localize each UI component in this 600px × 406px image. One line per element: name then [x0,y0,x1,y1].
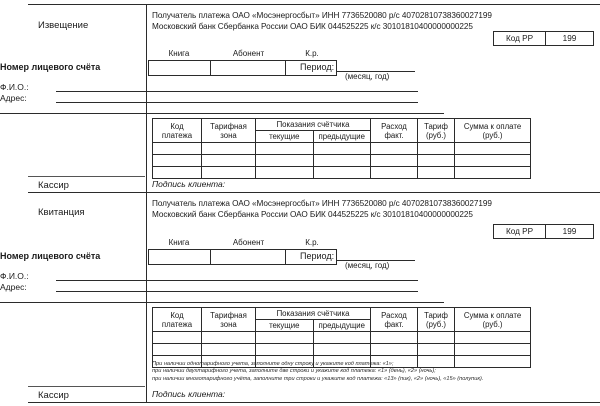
stub-label-receipt: Квитанция [38,207,85,218]
fineprint-line-2: при наличии двухтарифного учета, заполните две строки и укажите код платежа: «1» (день), «2» (ночь); [152,368,436,375]
cell-zone[interactable] [202,155,256,167]
cell-zone[interactable] [202,143,256,155]
cell-zone[interactable] [202,332,256,344]
account-col-abonent-label: Абонент [232,238,265,247]
client-signature-notice: Подпись клиента: [152,179,226,189]
payment-table-notice [152,118,531,179]
cell-usage[interactable] [371,332,418,344]
th-tariff: Тариф (руб.) [418,119,455,143]
table-row[interactable] [153,143,531,155]
period-hint: (месяц, год) [345,72,390,81]
cell-previous[interactable] [313,344,371,356]
cell-code[interactable] [153,332,202,344]
th-code: Код платежа [153,308,202,332]
th-meter-previous: предыдущие [313,131,371,143]
stub-label-cashier-2: Кассир [38,390,69,401]
account-input-kniga[interactable] [149,250,211,264]
account-caption: Номер лицевого счёта [0,251,101,261]
fineprint-line-3: при наличии многотарифного учёта, заполните три строки и укажите код платежа: «13» (пик), «2» (ночь), «15» (полупик). [152,375,484,382]
stub-label-notice: Извещение [38,20,89,31]
account-row-notice [0,49,444,81]
table-row[interactable] [153,344,531,356]
th-total: Сумма к оплате (руб.) [455,119,531,143]
cell-total[interactable] [455,344,531,356]
cell-usage[interactable] [371,155,418,167]
kod-rr-label: Код РР [494,225,546,238]
cell-total[interactable] [455,155,531,167]
account-col-kniga-label: Книга [168,238,190,247]
account-col-kr-label: К.р. [305,238,319,247]
kod-rr-label: Код РР [494,32,546,45]
table-row[interactable] [153,155,531,167]
bank-line-1: Получатель платежа ОАО «Мосэнергосбыт» ИНН 7736520080 р/с 40702810738360027199 [152,11,492,20]
cell-usage[interactable] [371,344,418,356]
period-field-notice [300,61,415,72]
table-row[interactable] [153,167,531,179]
cell-tariff[interactable] [418,332,455,344]
cell-current[interactable] [256,143,314,155]
account-input-abonent[interactable] [211,61,286,75]
cashier-rule-1 [28,176,145,177]
cell-tariff[interactable] [418,143,455,155]
account-caption: Номер лицевого счёта [0,62,101,72]
payment-table-receipt [152,307,531,368]
section-divider-rule [28,192,600,193]
th-meter-current: текущие [256,320,314,332]
account-col-kniga-label: Книга [168,49,190,58]
period-hint: (месяц, год) [345,261,390,270]
period-label: Период: [300,62,335,72]
cell-code[interactable] [153,344,202,356]
account-input-kniga[interactable] [149,61,211,75]
cell-current[interactable] [256,344,314,356]
period-input[interactable] [337,61,415,72]
bottom-rule [28,402,600,403]
th-usage: Расход факт. [371,308,418,332]
cashier-rule-2 [28,386,145,387]
bank-line-1: Получатель платежа ОАО «Мосэнергосбыт» ИНН 7736520080 р/с 40702810738360027199 [152,199,492,208]
receipt-bank-details [152,198,596,220]
th-tariff: Тариф (руб.) [418,308,455,332]
period-input[interactable] [337,250,415,261]
address-input-line-2[interactable] [0,113,444,114]
cell-code[interactable] [153,143,202,155]
kod-rr-box-notice [493,31,594,46]
th-meter-group: Показания счётчика [256,119,371,131]
stub-label-cashier-1: Кассир [38,180,69,191]
cell-usage[interactable] [371,167,418,179]
cell-tariff[interactable] [418,167,455,179]
account-row-receipt [0,238,444,270]
th-zone: Тарифная зона [202,119,256,143]
fineprint-line-1: При наличии однотарифного учета, заполните одну строку и укажите код платежа: «1»; [152,361,394,367]
cell-usage[interactable] [371,143,418,155]
fineprint-block [152,361,592,383]
cell-previous[interactable] [313,167,371,179]
cell-zone[interactable] [202,167,256,179]
cell-total[interactable] [455,332,531,344]
bank-line-2: Московский банк Сбербанка России ОАО БИК 044525225 к/с 30101810400000000225 [152,22,473,31]
fio-label: Ф.И.О.: [0,271,29,281]
th-meter-group: Показания счётчика [256,308,371,320]
cell-current[interactable] [256,332,314,344]
account-input-abonent[interactable] [211,250,286,264]
th-usage: Расход факт. [371,119,418,143]
cell-previous[interactable] [313,143,371,155]
client-signature-receipt: Подпись клиента: [152,389,226,399]
period-field-receipt [300,250,415,261]
cell-current[interactable] [256,155,314,167]
notice-bank-details [152,10,596,32]
cell-code[interactable] [153,155,202,167]
th-total: Сумма к оплате (руб.) [455,308,531,332]
kod-rr-value: 199 [562,227,577,236]
period-label: Период: [300,251,335,261]
address-label: Адрес: [0,282,27,292]
cell-total[interactable] [455,167,531,179]
table-row[interactable] [153,332,531,344]
address-input-line-2[interactable] [0,302,444,303]
address-input-line-1[interactable] [56,102,418,103]
th-meter-previous: предыдущие [313,320,371,332]
account-col-kr-label: К.р. [305,49,319,58]
cell-previous[interactable] [313,155,371,167]
top-rule [28,4,600,5]
kod-rr-box-receipt [493,224,594,239]
cell-zone[interactable] [202,344,256,356]
cell-tariff[interactable] [418,155,455,167]
account-col-abonent-label: Абонент [232,49,265,58]
bank-line-2: Московский банк Сбербанка России ОАО БИК 044525225 к/с 30101810400000000225 [152,210,473,219]
cell-total[interactable] [455,143,531,155]
address-label: Адрес: [0,93,27,103]
cell-tariff[interactable] [418,344,455,356]
th-meter-current: текущие [256,131,314,143]
cell-previous[interactable] [313,332,371,344]
cell-code[interactable] [153,167,202,179]
th-code: Код платежа [153,119,202,143]
payment-table-body-notice [153,143,531,179]
fio-input[interactable] [56,91,418,92]
fio-input[interactable] [56,280,418,281]
kod-rr-value: 199 [562,34,577,43]
fio-label: Ф.И.О.: [0,82,29,92]
cell-current[interactable] [256,167,314,179]
th-zone: Тарифная зона [202,308,256,332]
address-input-line-1[interactable] [56,291,418,292]
